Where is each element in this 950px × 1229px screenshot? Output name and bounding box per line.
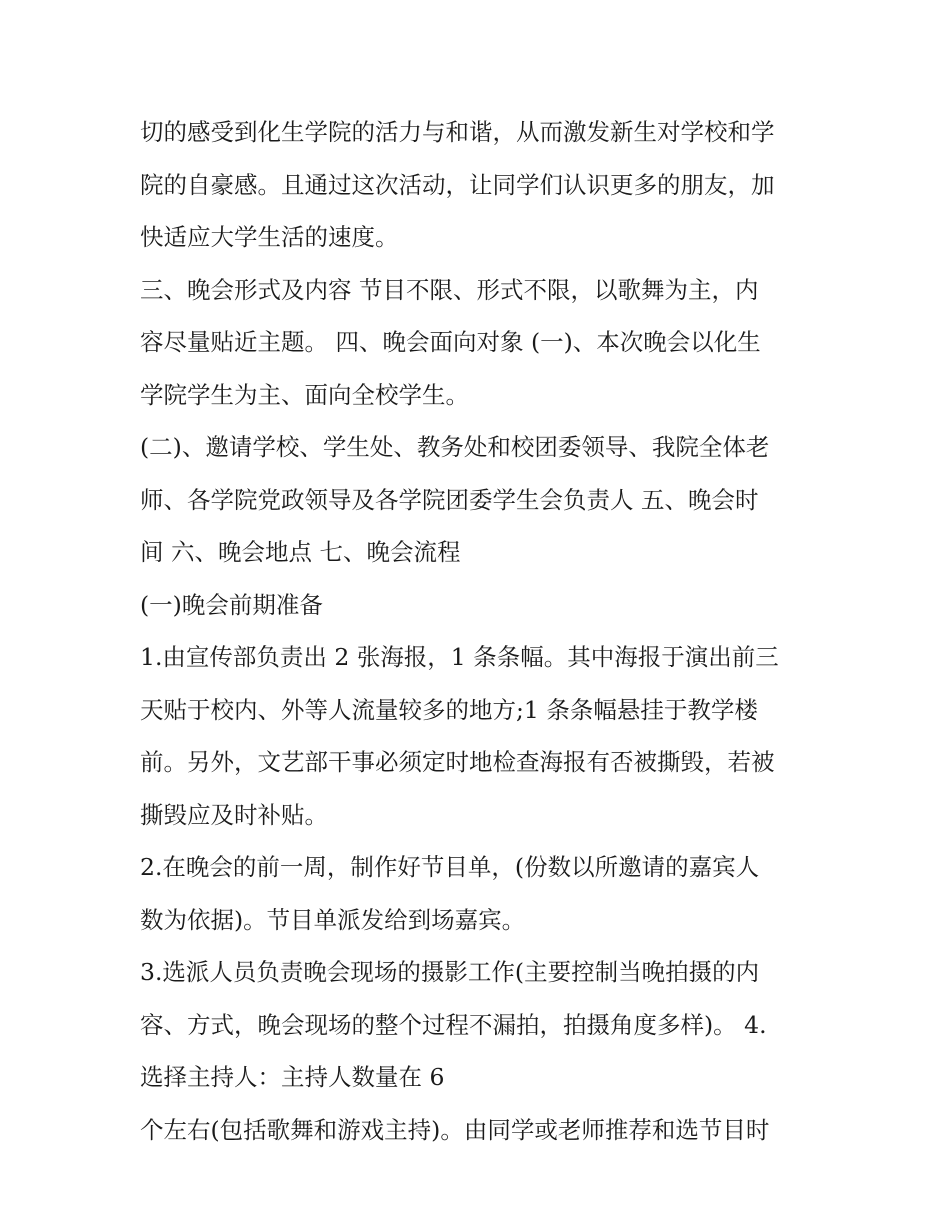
text-line: 3.选派人员负责晚会现场的摄影工作(主要控制当晚拍摄的内 (140, 958, 760, 986)
text-line: 数为依据)。节目单派发给到场嘉宾。 (140, 905, 526, 934)
text-line: 撕毁应及时补贴。 (140, 800, 328, 829)
text-line: (二)、邀请学校、学生处、教务处和校团委领导、我院全体老 (140, 433, 770, 461)
text-line: 前。另外，文艺部干事必须定时地检查海报有否被撕毁，若被 (140, 748, 775, 776)
text-line: (一)晚会前期准备 (140, 590, 323, 619)
text-line: 容尽量贴近主题。 四、晚会面向对象 (一)、本次晚会以化生 (140, 328, 761, 356)
text-line: 三、晚会形式及内容 节目不限、形式不限，以歌舞为主，内 (140, 275, 759, 304)
text-line: 院的自豪感。且通过这次活动，让同学们认识更多的朋友，加 (140, 170, 775, 199)
document-paragraph (140, 1104, 830, 1157)
text-line: 个左右(包括歌舞和游戏主持)。由同学或老师推荐和选节目时 (140, 1115, 770, 1144)
document-paragraph (140, 946, 830, 1104)
text-line: 切的感受到化生学院的活力与和谐，从而激发新生对学校和学 (140, 118, 775, 146)
text-line: 选择主持人：主持人数量在 6 (140, 1063, 445, 1091)
document-paragraph (140, 579, 830, 632)
text-line: 师、各学院党政领导及各学院团委学生会负责人 五、晚会时 (140, 485, 759, 514)
document-paragraph (140, 631, 830, 841)
text-line: 学院学生为主、面向全校学生。 (140, 380, 469, 409)
text-line: 间 六、晚会地点 七、晚会流程 (140, 538, 461, 566)
text-line: 容、方式，晚会现场的整个过程不漏拍，拍摄角度多样)。 4. (140, 1010, 767, 1039)
document-page (140, 106, 830, 1156)
text-line: 1.由宣传部负责出 2 张海报，1 条条幅。其中海报于演出前三 (140, 643, 779, 671)
text-line: 天贴于校内、外等人流量较多的地方;1 条条幅悬挂于教学楼 (140, 695, 758, 724)
document-paragraph (140, 264, 830, 422)
text-line: 快适应大学生活的速度。 (140, 223, 399, 251)
document-paragraph (140, 841, 830, 946)
document-paragraph (140, 106, 830, 264)
text-line: 2.在晚会的前一周，制作好节目单，(份数以所邀请的嘉宾人 (140, 853, 760, 881)
document-paragraph (140, 421, 830, 579)
